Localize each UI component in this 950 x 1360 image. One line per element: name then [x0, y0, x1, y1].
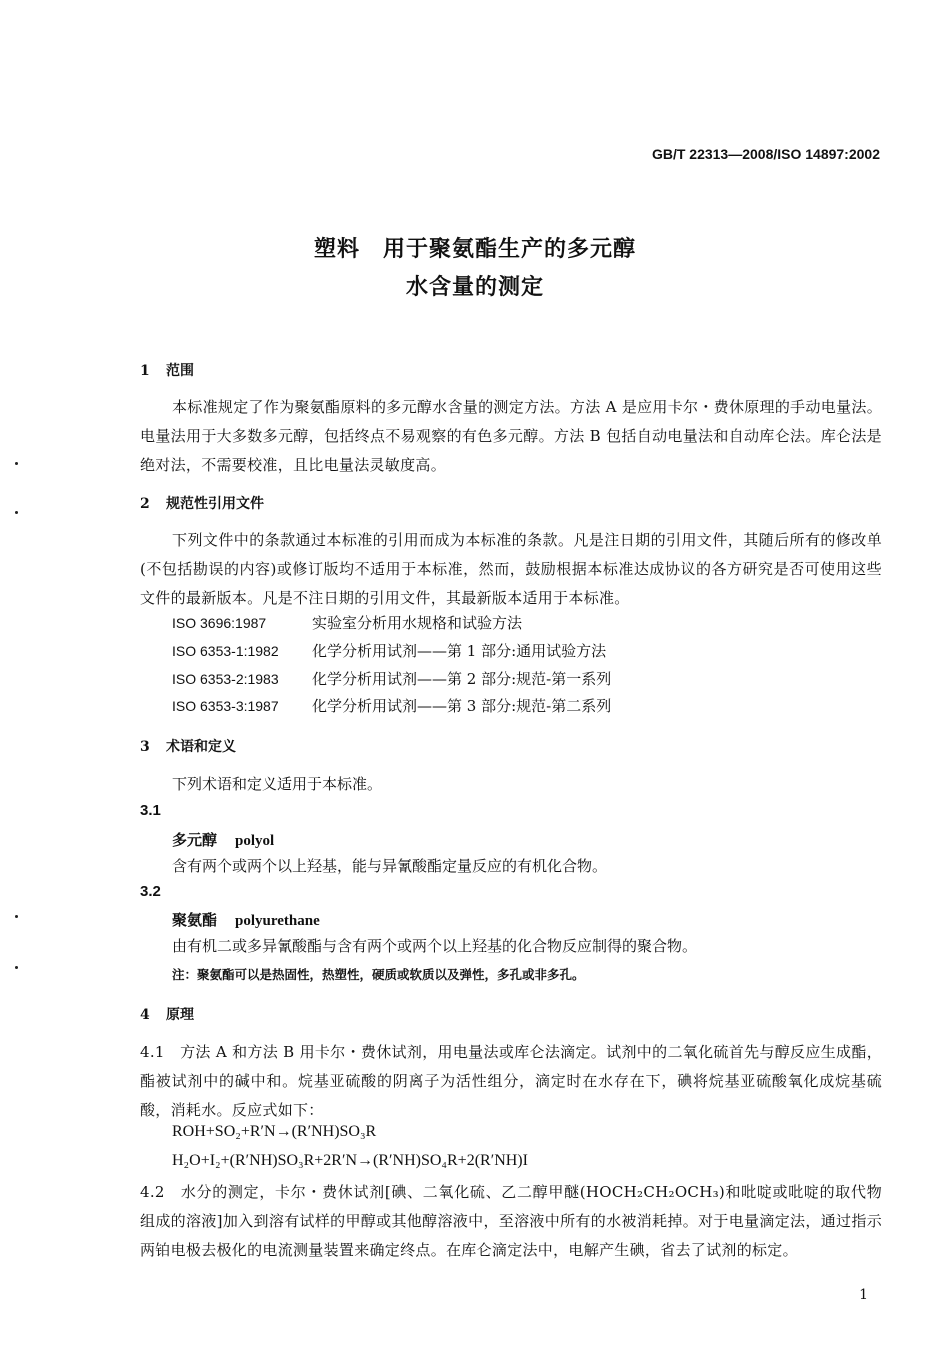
- section-title: 范围: [166, 363, 194, 379]
- section-number: 2: [140, 496, 150, 512]
- reference-item: [172, 668, 611, 689]
- clause-4-1: 4.1 方法 A 和方法 B 用卡尔・费休试剂，用电量法或库仑法滴定。试剂中的二氧化硫首先与醇反应生成酯，酯被试剂中的碱中和。烷基亚硫酸的阴离子为活性组分，滴定时在水存在下，碘将烷基亚硫酸氧化成烷基硫酸，消耗水。反应式如下：: [140, 1043, 882, 1119]
- term-definition: 含有两个或两个以上羟基，能与异氰酸酯定量反应的有机化合物。: [172, 857, 608, 875]
- reference-title: 化学分析用试剂——第 3 部分:规范-第二系列: [312, 697, 612, 715]
- term-en: polyurethane: [235, 913, 320, 929]
- section-1-paragraph: 本标准规定了作为聚氨酯原料的多元醇水含量的测定方法。方法 A 是应用卡尔・费休原理的手动电量法。电量法用于大多数多元醇，包括终点不易观察的有色多元醇。方法 B 包括自动电量法和自动库仑法。库仑法是绝对法，不需要校准，且比电量法灵敏度高。: [140, 398, 882, 474]
- scan-dot: [15, 462, 18, 465]
- section-title: 规范性引用文件: [166, 496, 264, 512]
- reference-code: ISO 6353-1:1982: [172, 643, 279, 659]
- scan-dot: [15, 915, 18, 918]
- section-number: 3: [140, 739, 150, 755]
- reference-item: [172, 612, 522, 633]
- scan-dot: [15, 511, 18, 514]
- standard-number: GB/T 22313—2008/ISO 14897:2002: [651, 146, 880, 162]
- reference-code: ISO 3696:1987: [172, 615, 267, 631]
- section-2-paragraph: 下列文件中的条款通过本标准的引用而成为本标准的条款。凡是注日期的引用文件，其随后所有的修改单(不包括勘误的内容)或修订版均不适用于本标准，然而，鼓励根据本标准达成协议的各方研究是否可使用这些文件的最新版本。凡是不注日期的引用文件，其最新版本适用于本标准。: [140, 531, 882, 607]
- term-en: polyol: [235, 833, 275, 849]
- term-number: 3.1: [140, 802, 161, 819]
- term-number: 3.2: [140, 883, 161, 900]
- reference-item: [172, 640, 606, 661]
- section-3-heading: [140, 736, 236, 756]
- term-zh: 多元醇: [172, 831, 218, 849]
- section-title: 原理: [166, 1007, 194, 1023]
- reference-item: [172, 695, 611, 716]
- term-zh: 聚氨酯: [172, 911, 218, 929]
- section-1-heading: [140, 360, 194, 380]
- section-number: 4: [140, 1007, 150, 1023]
- reference-title: 实验室分析用水规格和试验方法: [312, 614, 523, 632]
- document-title-line2: 水含量的测定: [405, 274, 544, 300]
- scan-dot: [15, 966, 18, 969]
- term-note: 注：聚氨酯可以是热固性，热塑性，硬质或软质以及弹性，多孔或非多孔。: [172, 967, 585, 982]
- term-polyurethane: [172, 909, 320, 930]
- clause-4-2: 4.2 水分的测定，卡尔・费休试剂[碘、二氧化硫、乙二醇甲醚(HOCH₂CH₂OCH₃)和吡啶或吡啶的取代物组成的溶液]加入到溶有试样的甲醇或其他醇溶液中，至溶液中所有的水被消耗掉。对于电量滴定法，通过指示两铂电极去极化的电流测量装置来确定终点。在库仑滴定法中，电解产生碘，省去了试剂的标定。: [140, 1183, 882, 1259]
- section-3-intro: 下列术语和定义适用于本标准。: [172, 775, 383, 793]
- document-title-line1: 塑料 用于聚氨酯生产的多元醇: [313, 236, 636, 262]
- section-title: 术语和定义: [166, 739, 236, 755]
- reference-code: ISO 6353-3:1987: [172, 698, 279, 714]
- section-number: 1: [140, 363, 150, 379]
- reference-code: ISO 6353-2:1983: [172, 671, 279, 687]
- reference-title: 化学分析用试剂——第 2 部分:规范-第一系列: [312, 670, 612, 688]
- term-polyol: [172, 829, 274, 850]
- reaction-formula-1: ROH+SO₂+R′N→(R′NH)SO₃R: [172, 1123, 377, 1140]
- section-4-heading: [140, 1004, 194, 1024]
- page-number: 1: [859, 1287, 868, 1303]
- section-2-heading: [140, 493, 264, 513]
- reference-title: 化学分析用试剂——第 1 部分:通用试验方法: [312, 642, 607, 660]
- term-definition: 由有机二或多异氰酸酯与含有两个或两个以上羟基的化合物反应制得的聚合物。: [172, 937, 698, 955]
- reaction-formula-2: H₂O+I₂+(R′NH)SO₃R+2R′N→(R′NH)SO₄R+2(R′NH)I: [172, 1152, 528, 1169]
